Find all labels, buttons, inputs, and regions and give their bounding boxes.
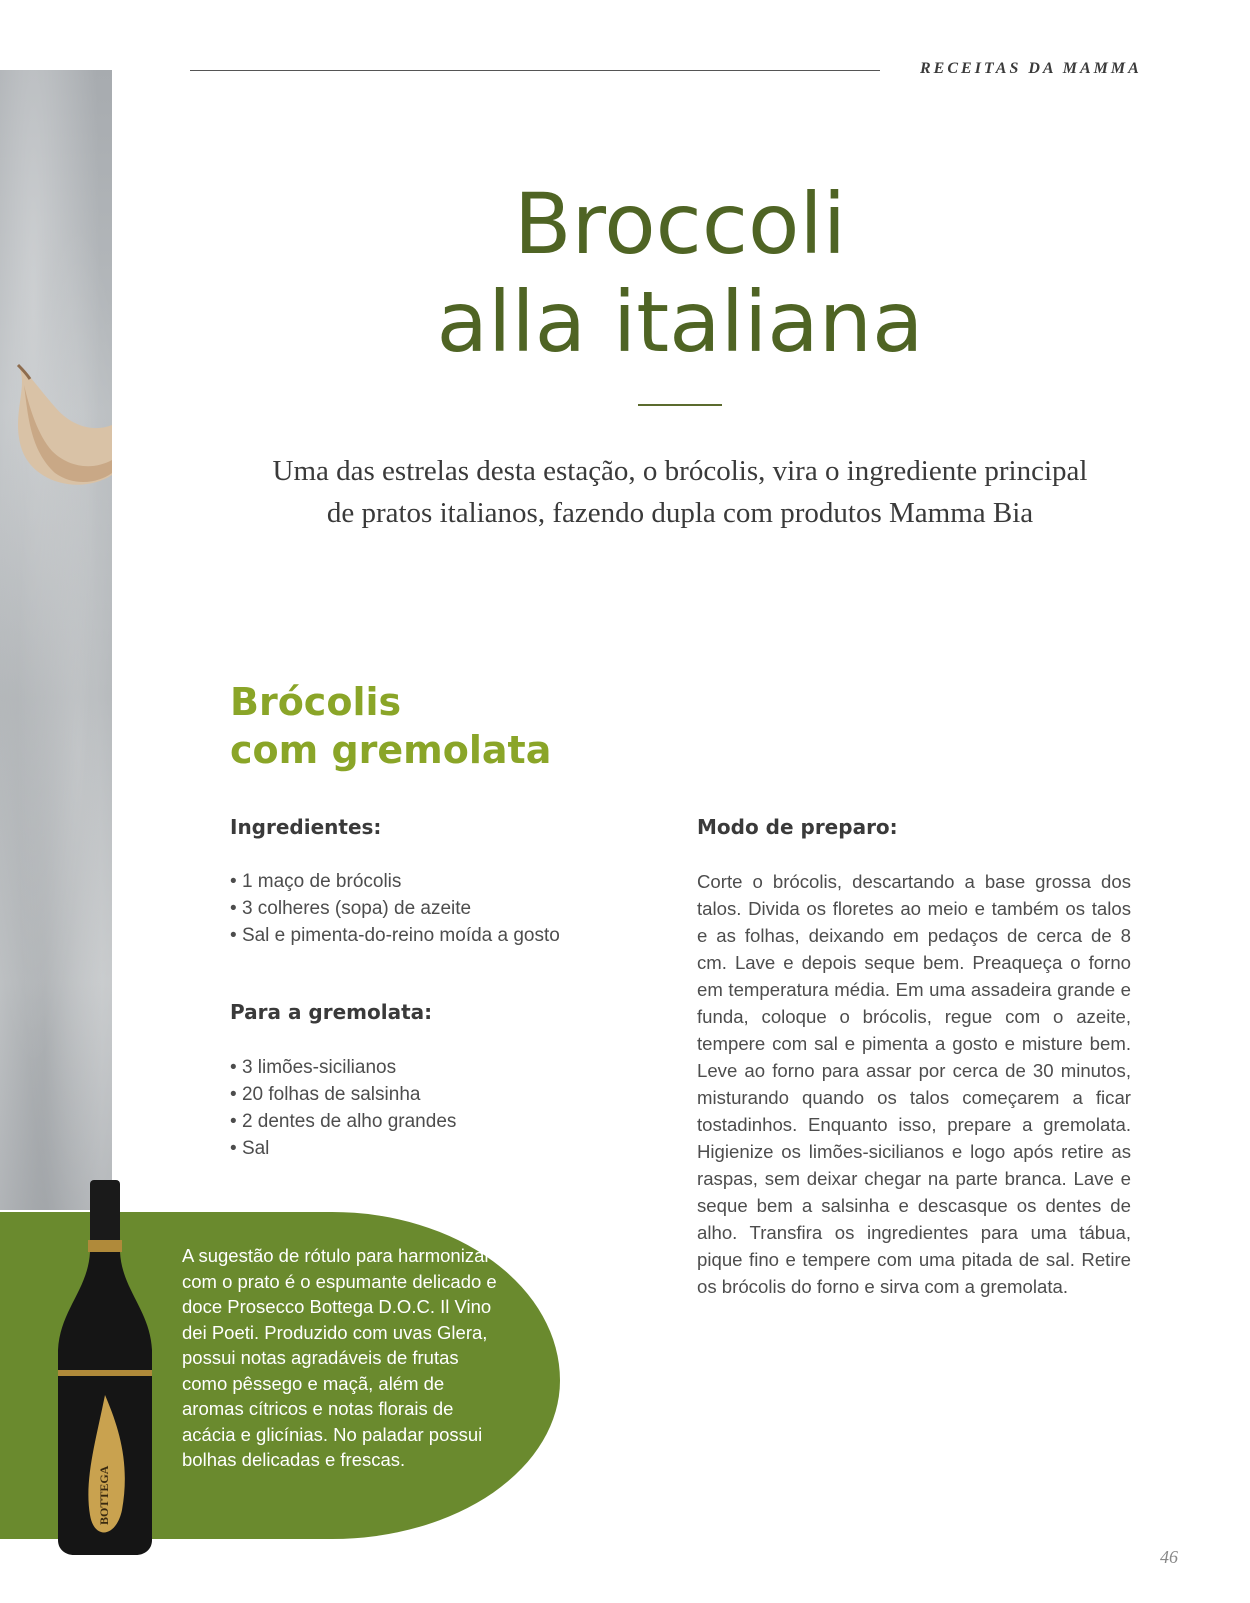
gremolata-list xyxy=(230,1054,456,1162)
intro-paragraph: Uma das estrelas desta estação, o brócolis, vira o ingrediente principal de pratos italianos, fazendo dupla com produtos Mamma Bia xyxy=(272,455,1088,529)
page-number: 46 xyxy=(1160,1547,1178,1567)
method-paragraph: Corte o brócolis, descartando a base grossa dos talos. Divida os floretes ao meio e também os talos e as folhas, deixando em pedaços de cerca de 8 cm. Lave e depois seque bem. Preaqueça o forno em temperatura média. Em uma assadeira grande e funda, coloque o brócolis, regue com o azeite, tempere com sal e pimenta a gosto e misture bem. Leve ao forno para assar por cerca de 30 minutos, misturando quando os talos começarem a ficar tostadinhos. Enquanto isso, prepare a gremolata. Higienize os limões-sicilianos e logo após retire as raspas, sem deixar chegar na parte branca. Lave e seque bem a salsinha e descasque os dentes de alho. Transfira os ingredientes para uma tábua, pique fino e tempere com uma pitada de sal. Retire os brócolis do forno e sirva com a gremolata. xyxy=(697,871,1131,1297)
list-item: • 3 limões-sicilianos xyxy=(230,1054,456,1081)
method-heading: Modo de preparo: xyxy=(697,815,898,839)
list-item: • 20 folhas de salsinha xyxy=(230,1081,456,1108)
recipe-title xyxy=(230,678,551,774)
page-title xyxy=(340,175,1020,371)
list-item: • Sal xyxy=(230,1135,456,1162)
garlic-clove-image xyxy=(0,355,112,505)
recipe-title-line-2: com gremolata xyxy=(230,728,552,772)
title-divider xyxy=(638,404,722,406)
ingredients-heading: Ingredientes: xyxy=(230,815,382,839)
recipe-title-line-1: Brócolis xyxy=(230,680,402,724)
stone-background-strip xyxy=(0,70,112,1210)
header-rule xyxy=(190,70,880,71)
bottle-label-text: BOTTEGA xyxy=(97,1465,111,1525)
gremolata-heading: Para a gremolata: xyxy=(230,1000,433,1024)
list-item: • 1 maço de brócolis xyxy=(230,868,560,895)
section-header-label: RECEITAS DA MAMMA xyxy=(920,60,1142,77)
wine-suggestion-text: A sugestão de rótulo para harmonizar com o prato é o espumante delicado e doce Prosecco Bottega D.O.C. Il Vino dei Poeti. Produzido com uvas Glera, possui notas agradáveis de frutas como pêssego e maçã, além de aromas cítricos e notas florais de acácia e glicínias. No paladar possui bolhas delicadas e frescas. xyxy=(182,1245,497,1470)
prosecco-bottle-image xyxy=(50,1180,160,1555)
list-item: • 2 dentes de alho grandes xyxy=(230,1108,456,1135)
page-title-line-2: alla italiana xyxy=(436,273,924,371)
page-title-line-1: Broccoli xyxy=(513,175,847,273)
list-item: • Sal e pimenta-do-reino moída a gosto xyxy=(230,922,560,949)
ingredients-list xyxy=(230,868,560,949)
list-item: • 3 colheres (sopa) de azeite xyxy=(230,895,560,922)
